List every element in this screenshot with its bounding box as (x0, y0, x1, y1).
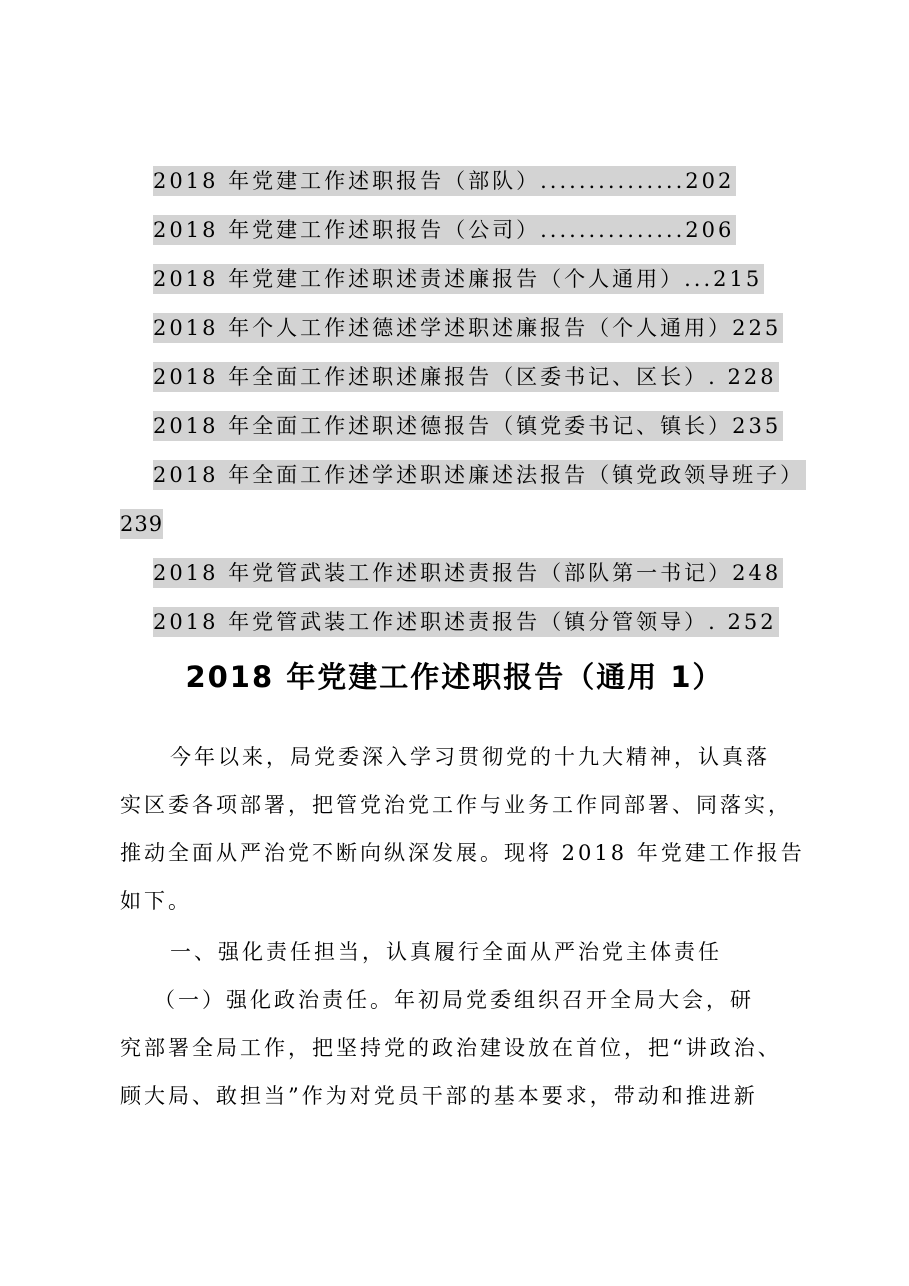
section-heading (120, 928, 800, 976)
intro-paragraph (120, 733, 805, 925)
toc-entry[interactable] (0, 411, 909, 443)
toc-entry-text[interactable]: 2018 年党建工作述职述责述廉报告（个人通用）...215 (153, 264, 764, 294)
body-paragraph (120, 976, 800, 1120)
toc-entry-text[interactable]: 2018 年个人工作述德述学述职述廉报告（个人通用）225 (153, 313, 783, 343)
section-heading-text: 一、强化责任担当，认真履行全面从严治党主体责任 (170, 940, 722, 964)
document-title: 2018 年党建工作述职报告（通用 1） (185, 660, 724, 694)
toc-entry[interactable] (0, 558, 909, 590)
toc-entry-text[interactable]: 2018 年全面工作述学述职述廉述法报告（镇党政领导班子） (153, 460, 806, 490)
paragraph-line: 实区委各项部署，把管党治党工作与业务工作同部署、同落实， (120, 793, 792, 817)
toc-entry-text[interactable]: 2018 年党管武装工作述职述责报告（部队第一书记）248 (153, 558, 783, 588)
toc-entry-text[interactable]: 2018 年全面工作述职述廉报告（区委书记、区长）. 228 (153, 362, 779, 392)
paragraph-line: （一）强化政治责任。年初局党委组织召开全局大会，研 (154, 988, 754, 1012)
toc-entry[interactable] (0, 313, 909, 345)
toc-entry-text[interactable]: 2018 年全面工作述职述德报告（镇党委书记、镇长）235 (153, 411, 783, 441)
paragraph-line: 如下。 (120, 889, 192, 913)
toc-entry[interactable] (0, 166, 909, 198)
toc-entry[interactable] (0, 264, 909, 296)
paragraph-line: 究部署全局工作，把坚持党的政治建设放在首位，把“讲政治、 (120, 1036, 782, 1060)
toc-entry[interactable] (0, 607, 909, 639)
paragraph-line: 今年以来，局党委深入学习贯彻党的十九大精神，认真落 (170, 745, 770, 769)
toc-entry[interactable] (0, 215, 909, 247)
paragraph-line: 顾大局、敢担当”作为对党员干部的基本要求，带动和推进新 (120, 1084, 758, 1108)
toc-entry[interactable] (0, 460, 909, 492)
toc-entry-page-number[interactable]: 239 (120, 509, 163, 539)
toc-entry-text[interactable]: 2018 年党建工作述职报告（部队）...............202 (153, 166, 736, 196)
toc-entry-text[interactable]: 2018 年党建工作述职报告（公司）...............206 (153, 215, 736, 245)
toc-entry-text[interactable]: 2018 年党管武装工作述职述责报告（镇分管领导）. 252 (153, 607, 779, 637)
toc-entry[interactable] (0, 362, 909, 394)
toc-entry-continuation[interactable] (0, 509, 909, 541)
paragraph-line: 推动全面从严治党不断向纵深发展。现将 2018 年党建工作报告 (120, 841, 805, 865)
